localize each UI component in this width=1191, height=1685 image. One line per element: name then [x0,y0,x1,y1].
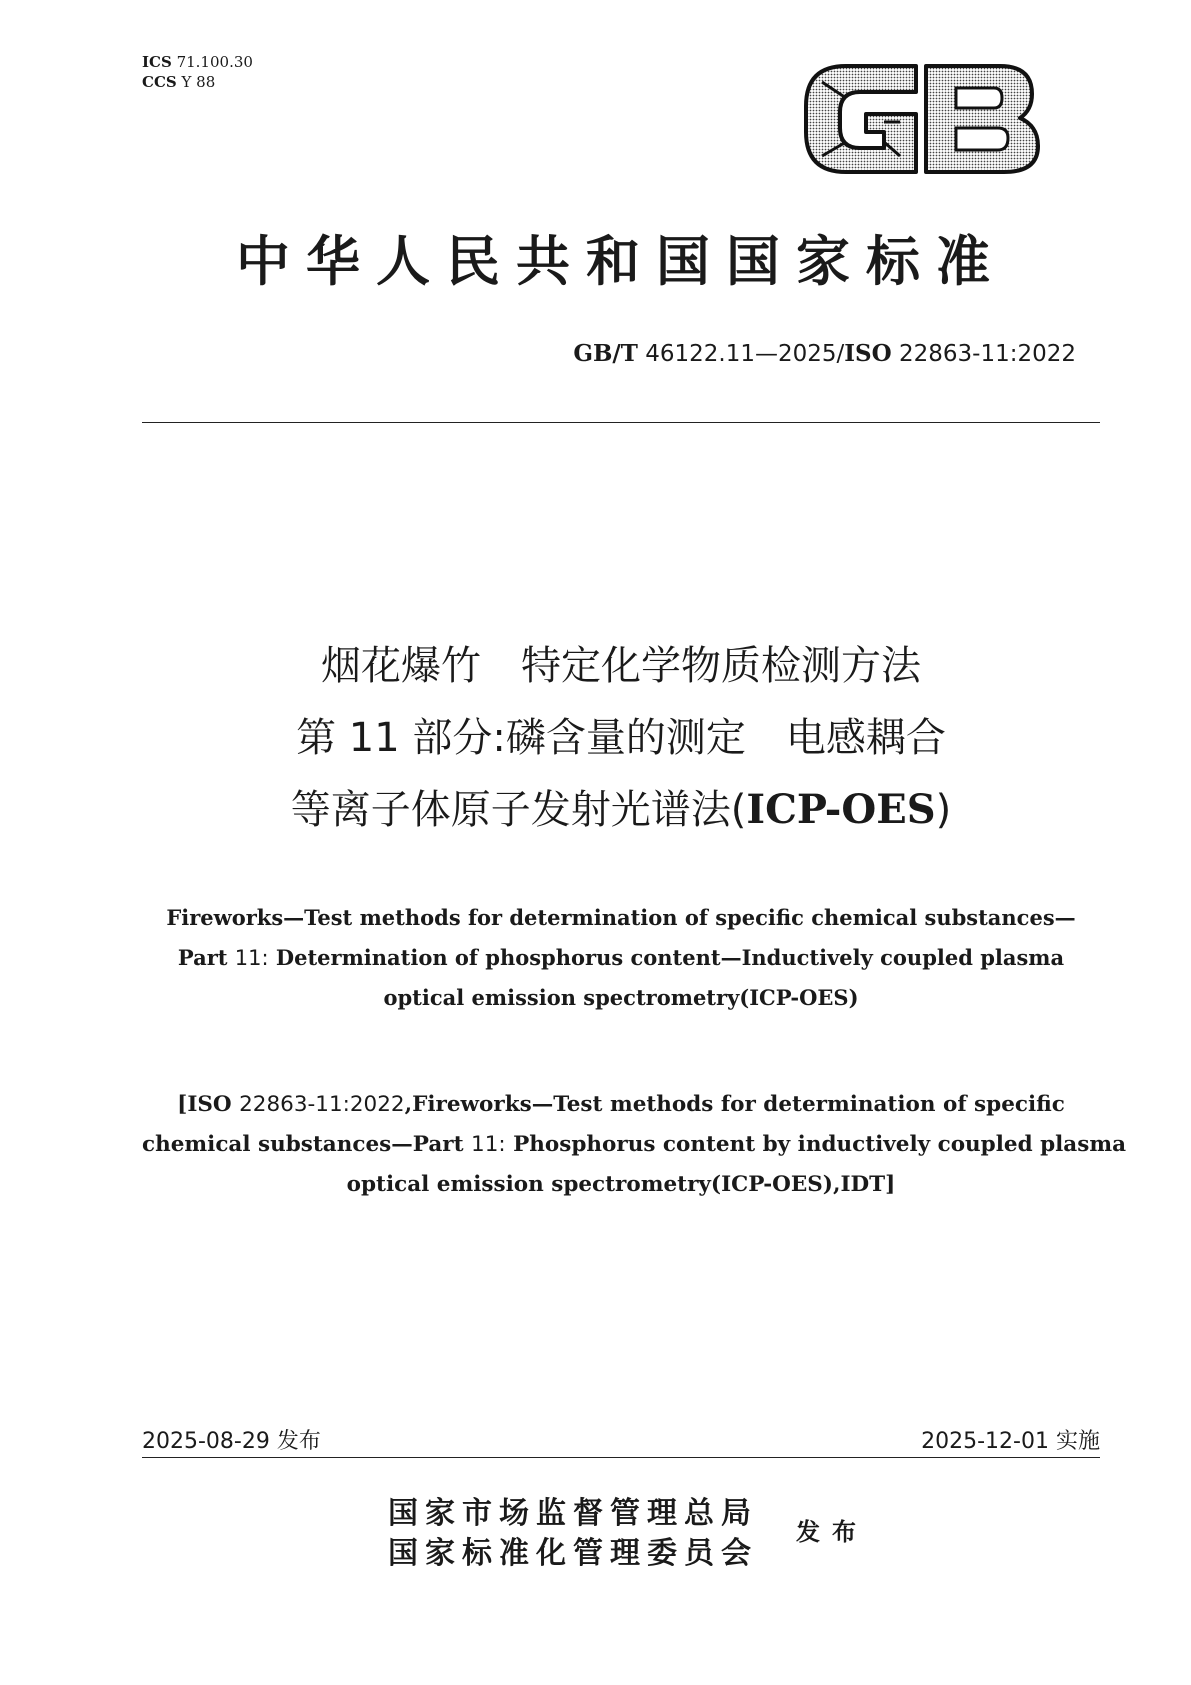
iso-ref-line-1 [142,1085,1100,1125]
publisher-org-2: 国家标准化管理委员会 [388,1536,758,1571]
en-title-line-2 [142,938,1100,978]
issue-date-value: 2025-08-29 [142,1429,270,1454]
issue-date-label: 发布 [276,1429,321,1454]
cn-title-line-3-code: ICP-OES [746,786,936,833]
en-title-line-1: Fireworks—Test methods for determination of specific chemical substances— [166,905,1076,930]
standard-number [573,340,1076,367]
gb-logo-text: GB [800,58,802,59]
divider-top [142,422,1100,423]
ccs-code [142,72,215,92]
iso-ref-line-2-rest: Phosphorus content by inductively coupled plasma [513,1132,1127,1157]
impl-date-label: 实施 [1055,1429,1100,1454]
gb-logo-icon [800,58,1045,180]
cn-title-line-2: 第 11 部分:磷含量的测定 电感耦合 [296,715,946,761]
publish-label: 发布 [796,1517,868,1546]
iso-ref-line-1-rest: ,Fireworks—Test methods for determination of specific [404,1092,1065,1117]
en-title-line-2-rest: Determination of phosphorus content—Inductively coupled plasma [275,945,1065,970]
standard-title: 中华人民共和国国家标准 [236,230,1006,293]
en-title-part-label: Part [177,945,228,970]
standard-number-iso: 22863-11:2022 [898,341,1076,367]
iso-ref-line-3: optical emission spectrometry(ICP-OES),IDT] [346,1172,896,1197]
ics-code [142,52,253,72]
cn-title-line-1: 烟花爆竹 特定化学物质检测方法 [321,643,921,689]
impl-date-value: 2025-12-01 [921,1429,1049,1454]
iso-ref-number: 22863-11:2022 [239,1092,405,1117]
divider-bottom [142,1457,1100,1458]
ics-value: 71.100.30 [176,53,253,71]
en-title-part-number: 11: [234,946,269,970]
publisher-org-1: 国家市场监督管理总局 [388,1496,758,1531]
implementation-date [921,1424,1100,1455]
iso-ref-line-2-main: chemical substances—Part [142,1132,464,1157]
iso-ref-iso-label: ISO [187,1092,232,1117]
ccs-label: CCS [142,73,177,91]
cn-title-line-3 [142,774,1100,846]
iso-ref-bracket-open: [ [177,1092,188,1117]
ics-label: ICS [142,53,172,71]
iso-ref-part-number: 11: [471,1132,506,1157]
cn-title-line-3-main: 等离子体原子发射光谱法( [290,787,747,833]
standard-number-main: 46122.11—2025/ [645,341,845,367]
standard-number-prefix: GB/T [573,340,638,367]
iso-ref-line-2 [142,1125,1127,1165]
standard-number-iso-prefix: ISO [844,340,892,367]
cn-title-line-3-end: ) [935,787,952,833]
issue-date [142,1424,321,1455]
ccs-value: Y 88 [181,73,216,91]
en-title-line-3: optical emission spectrometry(ICP-OES) [383,985,859,1010]
